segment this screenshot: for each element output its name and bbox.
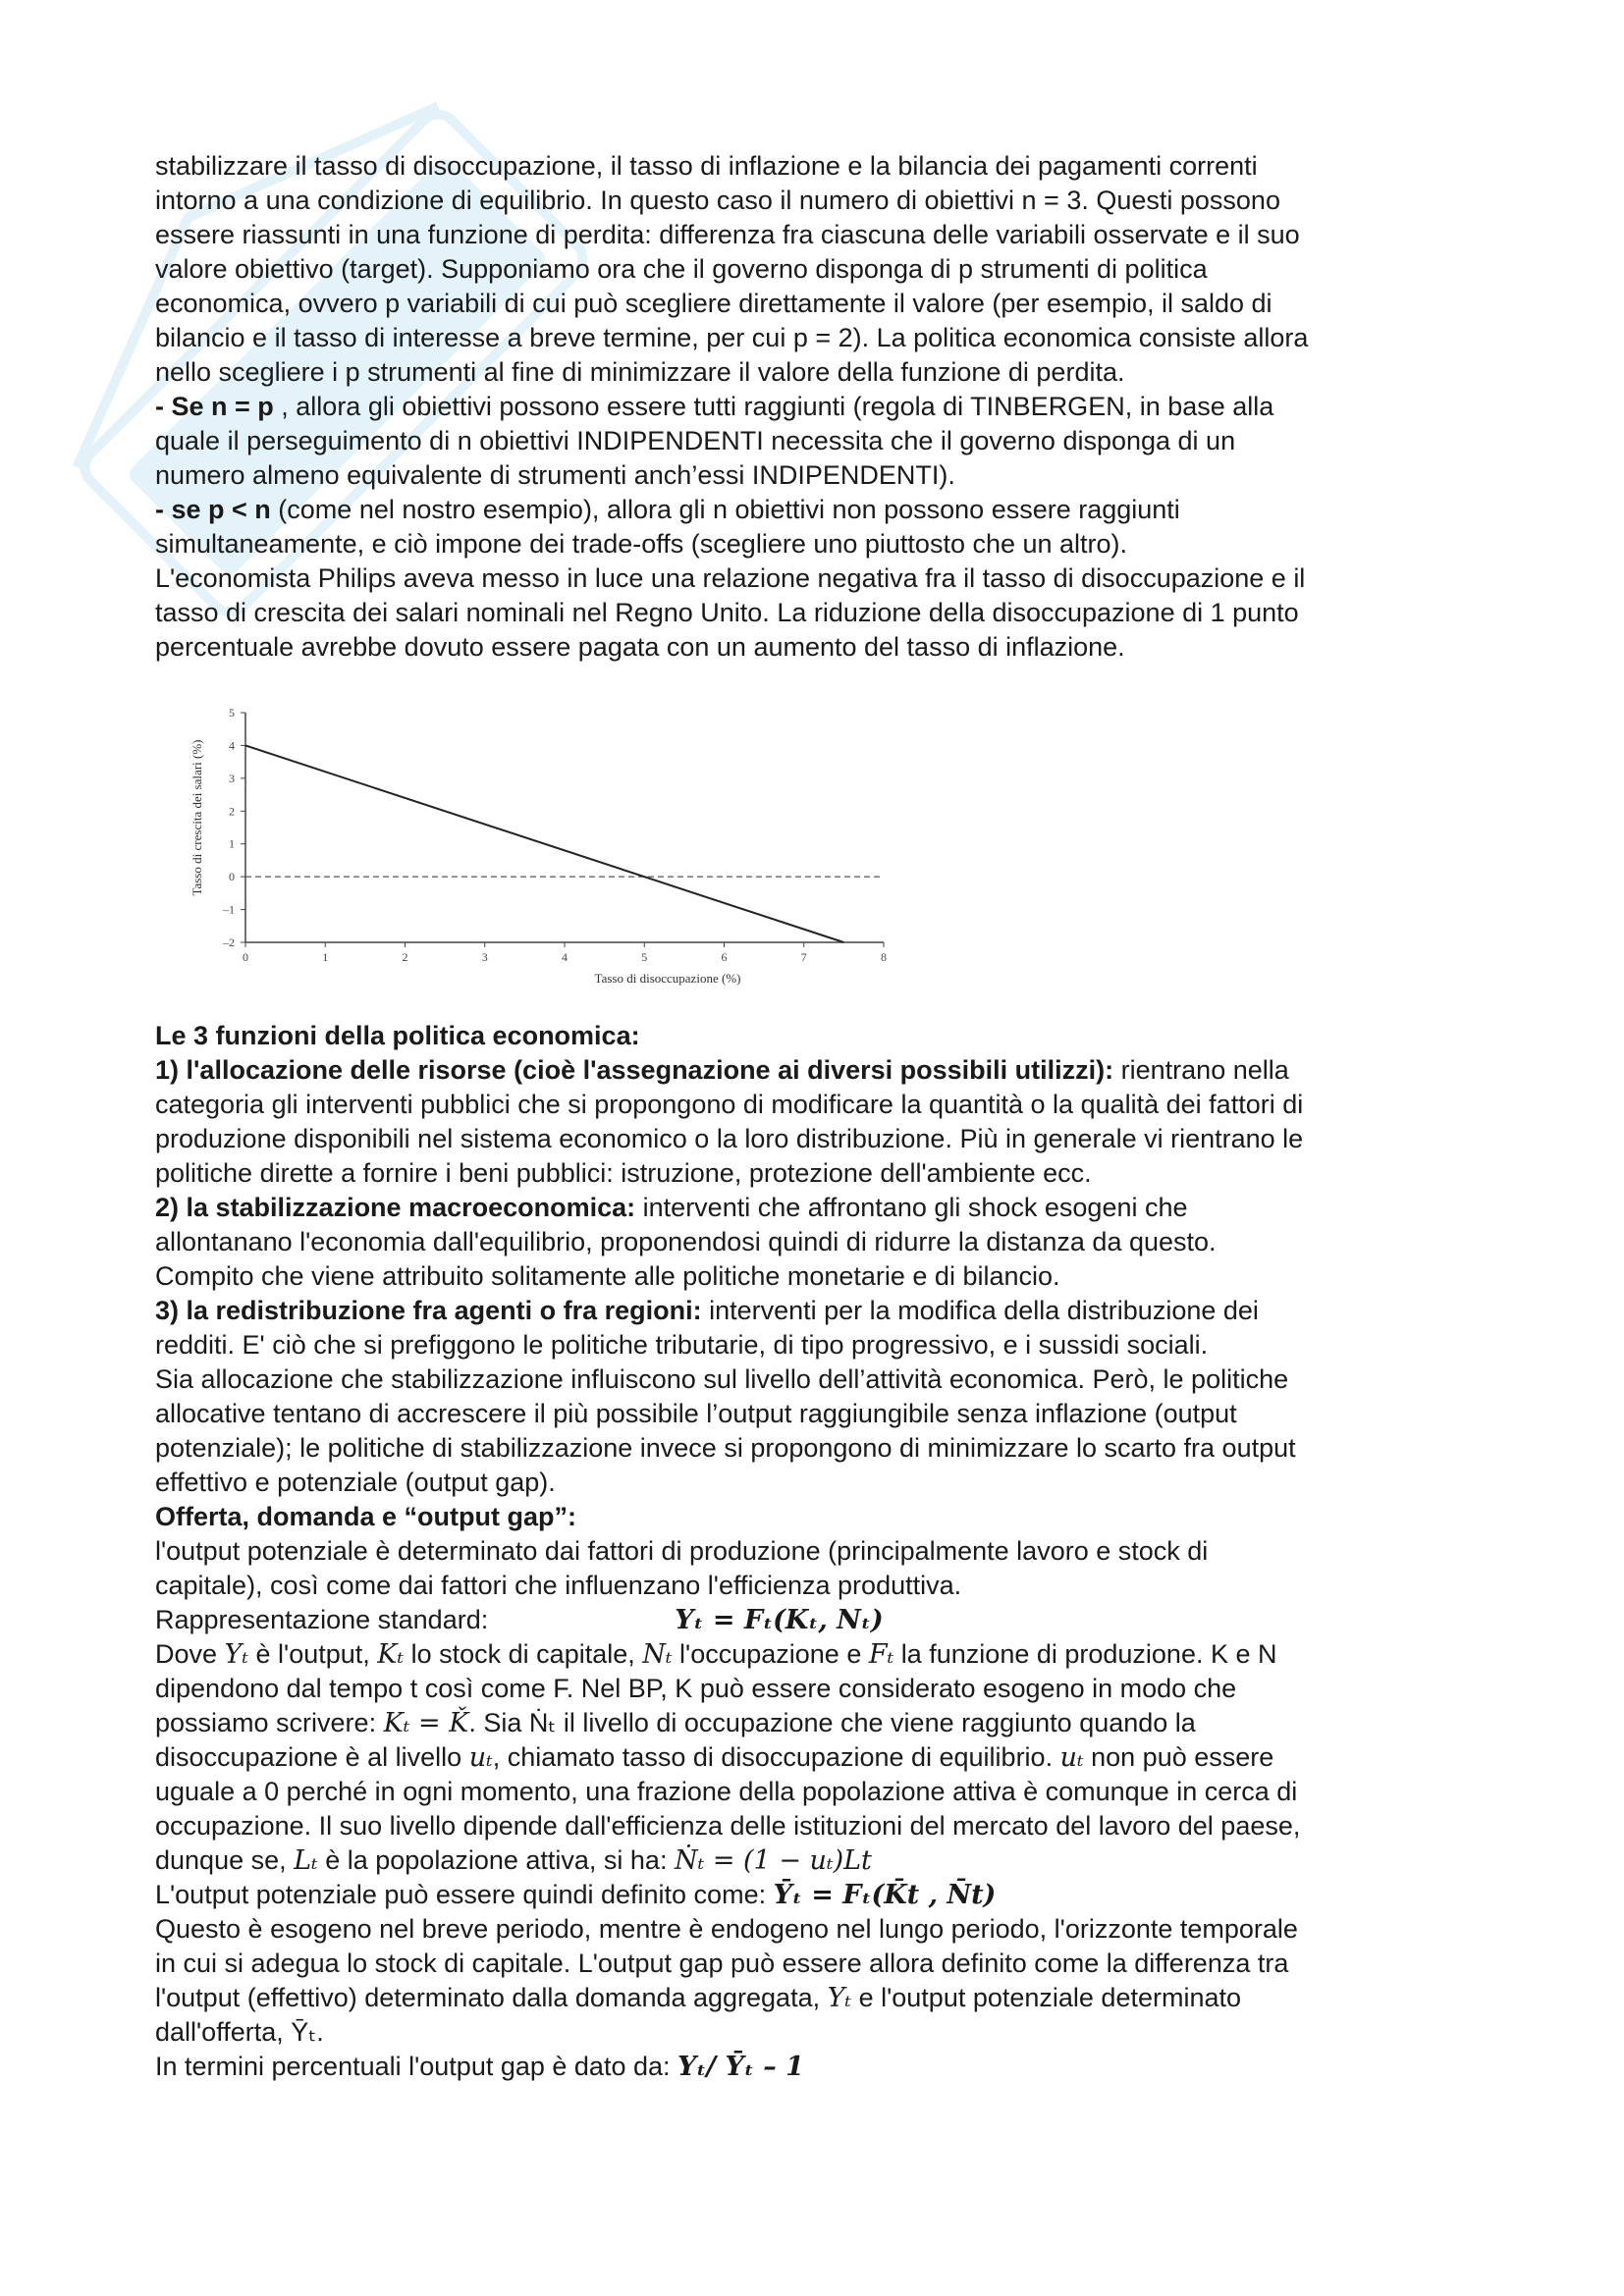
item-label: 1) l'allocazione delle risorse (cioè l'assegnazione ai diversi possibili utilizzi): [155, 1055, 1114, 1085]
text-fragment: disoccupazione è al livello [155, 1742, 469, 1772]
x-tick-label: 6 [721, 950, 728, 964]
output-gap-equation: Yₜ/ Ȳₜ – 1 [677, 2052, 804, 2082]
math-symbol: Yₜ [224, 1639, 249, 1670]
definition-line [155, 1637, 1471, 1672]
text-fragment: non può essere [1083, 1742, 1274, 1772]
text-line: L'economista Philips aveva messo in luce una relazione negativa fra il tasso di disoccupazione e il [155, 563, 1306, 593]
y-tick-label: 5 [229, 706, 235, 720]
math-symbol: uₜ [468, 1742, 493, 1773]
text-line [155, 2050, 1471, 2084]
text-line: dipendono dal tempo t così come F. Nel BP, K può essere considerato esogeno in modo che [155, 1674, 1237, 1703]
x-tick-label: 0 [243, 950, 248, 964]
text-line [155, 1843, 1471, 1878]
text-fragment: la funzione di produzione. K e N [893, 1639, 1277, 1669]
y-tick-label: 0 [229, 870, 235, 884]
text-line [155, 1878, 1471, 1912]
text-fragment: Rappresentazione standard: [155, 1605, 489, 1634]
text-fragment: l'output (effettivo) determinato dalla domanda aggregata, [155, 1983, 828, 2012]
y-tick-label: –2 [223, 935, 235, 949]
text-fragment: , chiamato tasso di disoccupazione di equilibrio. [492, 1742, 1060, 1772]
text-line: redditi. E' ciò che si prefiggono le politiche tributarie, di tipo progressivo, e i sussidi sociali. [155, 1330, 1209, 1360]
math-symbol: Lₜ [294, 1845, 318, 1876]
y-tick-label: 4 [229, 738, 235, 753]
rule-n-equals-p [155, 390, 1471, 424]
y-tick-label: 3 [229, 771, 235, 785]
text-line: Questo è esogeno nel breve periodo, mentre è endogeno nel lungo periodo, l'orizzonte temporale [155, 1914, 1298, 1944]
x-tick-label: 2 [402, 950, 408, 964]
text-fragment: Dove [155, 1639, 225, 1669]
text-line: interventi che affrontano gli shock esogeni che [635, 1193, 1188, 1222]
text-line: interventi per la modifica della distribuzione dei [701, 1296, 1259, 1325]
text-fragment: e l'output potenziale determinato [851, 1983, 1242, 2012]
math-symbol: Kₜ [377, 1639, 405, 1670]
production-function-equation: Yₜ = Fₜ(Kₜ, Nₜ) [675, 1605, 884, 1635]
math-symbol: Nₜ [642, 1639, 673, 1670]
text-line [155, 1981, 1471, 2015]
function-item-3 [155, 1294, 1471, 1328]
text-fragment: In termini percentuali l'output gap è dato da: [155, 2052, 677, 2081]
text-line: nello scegliere i p strumenti al fine di minimizzare il valore della funzione di perdita. [155, 357, 1125, 387]
function-item-2 [155, 1191, 1471, 1225]
x-tick-label: 5 [641, 950, 648, 964]
text-line: quale il perseguimento di n obiettivi INDIPENDENTI necessita che il governo disponga di un [155, 426, 1236, 455]
item-label: 2) la stabilizzazione macroeconomica: [155, 1193, 636, 1222]
text-line: uguale a 0 perché in ogni momento, una frazione della popolazione attiva è comunque in cerca di [155, 1777, 1298, 1806]
text-line: occupazione. Il suo livello dipende dall'efficienza delle istituzioni del mercato del lavoro del paese, [155, 1811, 1301, 1841]
text-line: Sia allocazione che stabilizzazione influiscono sul livello dell’attività economica. Però, le politiche [155, 1364, 1289, 1394]
intro-paragraph [155, 149, 1471, 665]
math-symbol: Yₜ [827, 1983, 852, 2013]
text-line: , allora gli obiettivi possono essere tutti raggiunti (regola di TINBERGEN, in base alla [273, 392, 1274, 421]
math-symbol: uₜ [1059, 1742, 1084, 1773]
text-line: produzione disponibili nel sistema economico o la loro distribuzione. Più in generale vi rientrano le [155, 1124, 1304, 1153]
text-fragment: è la popolazione attiva, si ha: [317, 1845, 675, 1875]
section-heading-output-gap: Offerta, domanda e “output gap”: [155, 1502, 576, 1531]
text-line: essere riassunti in una funzione di perdita: differenza fra ciascuna delle variabili osservate e il suo [155, 220, 1300, 249]
text-line: capitale), così come dai fattori che influenzano l'efficienza produttiva. [155, 1571, 962, 1600]
section-heading: Le 3 funzioni della politica economica: [155, 1021, 640, 1050]
text-line: numero almeno equivalente di strumenti anch’essi INDIPENDENTI). [155, 460, 955, 490]
text-line: l'output potenziale è determinato dai fattori di produzione (principalmente lavoro e stock di [155, 1536, 1209, 1566]
phillips-curve-line [245, 745, 843, 942]
text-fragment: è l'output, [248, 1639, 378, 1669]
x-axis-label: Tasso di disoccupazione (%) [594, 971, 741, 986]
text-fragment: L'output potenziale può essere quindi definito come: [155, 1880, 774, 1909]
text-line: bilancio e il tasso di interesse a breve termine, per cui p = 2). La politica economica consiste allora [155, 323, 1309, 352]
text-line [155, 1706, 1471, 1740]
text-line: economica, ovvero p variabili di cui può scegliere direttamente il valore (per esempio, il saldo di [155, 289, 1272, 318]
text-line: Compito che viene attribuito solitamente alle politiche monetarie e di bilancio. [155, 1261, 1060, 1291]
x-tick-label: 7 [800, 950, 807, 964]
x-tick-label: 8 [881, 950, 887, 964]
text-line [155, 1740, 1471, 1775]
text-line: (come nel nostro esempio), allora gli n obiettivi non possono essere raggiunti [270, 495, 1180, 524]
x-tick-label: 3 [481, 950, 488, 964]
y-tick-label: 2 [229, 804, 235, 819]
rule-p-less-n [155, 493, 1471, 527]
x-tick-label: 4 [562, 950, 568, 964]
text-line: allontanano l'economia dall'equilibrio, proponendosi quindi di ridurre la distanza da questo. [155, 1227, 1217, 1256]
text-line: simultaneamente, e ciò impone dei trade-offs (scegliere uno piuttosto che un altro). [155, 529, 1128, 559]
text-line: effettivo e potenziale (output gap). [155, 1468, 556, 1497]
function-item-1 [155, 1053, 1471, 1088]
text-line: rientrano nella [1113, 1055, 1289, 1085]
potential-output-equation: Ȳₜ = Fₜ(K̄t , N̄t) [773, 1880, 997, 1910]
rule-label: - se p < n [155, 495, 271, 524]
item-label: 3) la redistribuzione fra agenti o fra regioni: [155, 1296, 702, 1325]
text-line: politiche dirette a fornire i beni pubblici: istruzione, protezione dell'ambiente ecc. [155, 1158, 1092, 1188]
math-symbol: Kₜ = Ǩ [383, 1708, 469, 1738]
text-line: potenziale); le politiche di stabilizzazione invece si propongono di minimizzare lo scarto fra output [155, 1433, 1296, 1463]
text-fragment: possiamo scrivere: [155, 1708, 384, 1737]
text-line: categoria gli interventi pubblici che si propongono di modificare la quantità o la qualità dei fattori di [155, 1090, 1304, 1119]
y-tick-label: 1 [229, 836, 235, 851]
text-fragment: dunque se, [155, 1845, 295, 1875]
text-fragment: lo stock di capitale, [404, 1639, 643, 1669]
text-line: in cui si adegua lo stock di capitale. L'output gap può essere allora definito come la differenza tra [155, 1949, 1289, 1978]
x-tick-label: 1 [322, 950, 329, 964]
rule-label: - Se n = p [155, 392, 274, 421]
text-line: allocative tentano di accrescere il più possibile l’output raggiungibile senza inflazione (output [155, 1399, 1237, 1428]
text-line: tasso di crescita dei salari nominali nel Regno Unito. La riduzione della disoccupazione di 1 punto [155, 598, 1299, 627]
text-fragment: . Sia Ṅₜ il livello di occupazione che viene raggiunto quando la [468, 1708, 1196, 1737]
text-line: percentuale avrebbe dovuto essere pagata con un aumento del tasso di inflazione. [155, 632, 1125, 662]
text-line: intorno a una condizione di equilibrio. In questo caso il numero di obiettivi n = 3. Questi possono [155, 186, 1280, 215]
phillips-curve-chart [172, 695, 947, 989]
standard-representation [155, 1603, 1471, 1637]
text-line: dall'offerta, Ȳₜ. [155, 2017, 324, 2047]
text-line: stabilizzare il tasso di disoccupazione, il tasso di inflazione e la bilancia dei pagamenti correnti [155, 151, 1258, 181]
text-fragment: l'occupazione e [672, 1639, 869, 1669]
employment-equation: Ṅₜ = (1 − uₜ)Lt [674, 1845, 872, 1876]
text-line: valore obiettivo (target). Supponiamo ora che il governo disponga di p strumenti di politica [155, 254, 1208, 284]
y-tick-label: –1 [223, 902, 235, 917]
functions-section [155, 1019, 1471, 2084]
y-axis-label: Tasso di crescita dei salari (%) [189, 739, 204, 896]
math-symbol: Fₜ [868, 1639, 894, 1670]
